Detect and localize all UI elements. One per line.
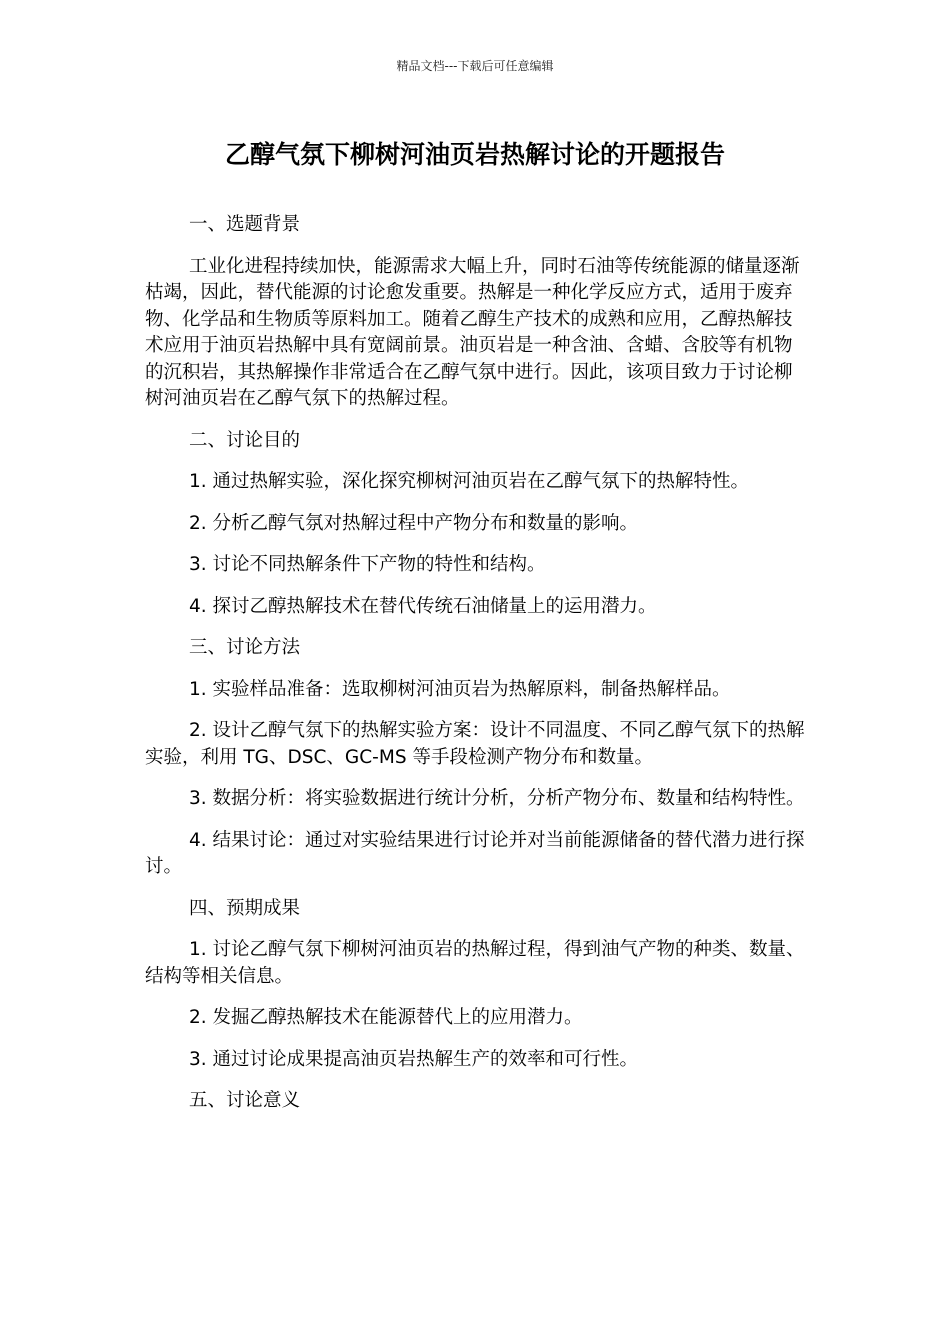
list-item-outcome-2: 2. 发掘乙醇热解技术在能源替代上的应用潜力。 xyxy=(189,1007,583,1028)
document-body xyxy=(145,212,807,1115)
list-item-method-1: 1. 实验样品准备：选取柳树河油页岩为热解原料，制备热解样品。 xyxy=(189,678,731,700)
list-item-purpose-3: 3. 讨论不同热解条件下产物的特性和结构。 xyxy=(189,554,546,575)
page-header: 精品文档---下载后可任意编辑 xyxy=(396,59,554,73)
section-heading-background: 一、选题背景 xyxy=(189,214,301,235)
section-heading-significance: 五、讨论意义 xyxy=(189,1090,301,1111)
section-heading-purpose: 二、讨论目的 xyxy=(189,429,301,451)
list-item-method-2: 2. 设计乙醇气氛下的热解实验方案：设计不同温度、不同乙醇气氛下的热解实验，利用 TG、DSC、GC-MS 等手段检测产物分布和数量。 xyxy=(145,720,805,768)
list-item-outcome-3: 3. 通过讨论成果提高油页岩热解生产的效率和可行性。 xyxy=(189,1048,639,1070)
list-item-purpose-2: 2. 分析乙醇气氛对热解过程中产物分布和数量的影响。 xyxy=(189,512,639,534)
list-item-outcome-1: 1. 讨论乙醇气氛下柳树河油页岩的热解过程，得到油气产物的种类、数量、结构等相关信息。 xyxy=(145,939,805,987)
paragraph-background: 工业化进程持续加快，能源需求大幅上升，同时石油等传统能源的储量逐渐枯竭，因此，替代能源的讨论愈发重要。热解是一种化学反应方式，适用于废弃物、化学品和生物质等原料加工。随着乙醇生产技术的成熟和应用，乙醇热解技术应用于油页岩热解中具有宽阔前景。油页岩是一种含油、含蜡、含胶等有机物的沉积岩，其热解操作非常适合在乙醇气氛中进行。因此，该项目致力于讨论柳树河油页岩在乙醇气氛下的热解过程。 xyxy=(145,255,800,409)
list-item-method-3: 3. 数据分析：将实验数据进行统计分析，分析产物分布、数量和结构特性。 xyxy=(189,788,805,809)
list-item-purpose-4: 4. 探讨乙醇热解技术在替代传统石油储量上的运用潜力。 xyxy=(189,595,657,617)
document-title: 乙醇气氛下柳树河油页岩热解讨论的开题报告 xyxy=(224,140,725,169)
section-heading-outcomes: 四、预期成果 xyxy=(189,897,301,919)
list-item-purpose-1: 1. 通过热解实验，深化探究柳树河油页岩在乙醇气氛下的热解特性。 xyxy=(189,471,750,492)
list-item-method-4: 4. 结果讨论：通过对实验结果进行讨论并对当前能源储备的替代潜力进行探讨。 xyxy=(145,829,805,877)
section-heading-methods: 三、讨论方法 xyxy=(189,637,301,658)
